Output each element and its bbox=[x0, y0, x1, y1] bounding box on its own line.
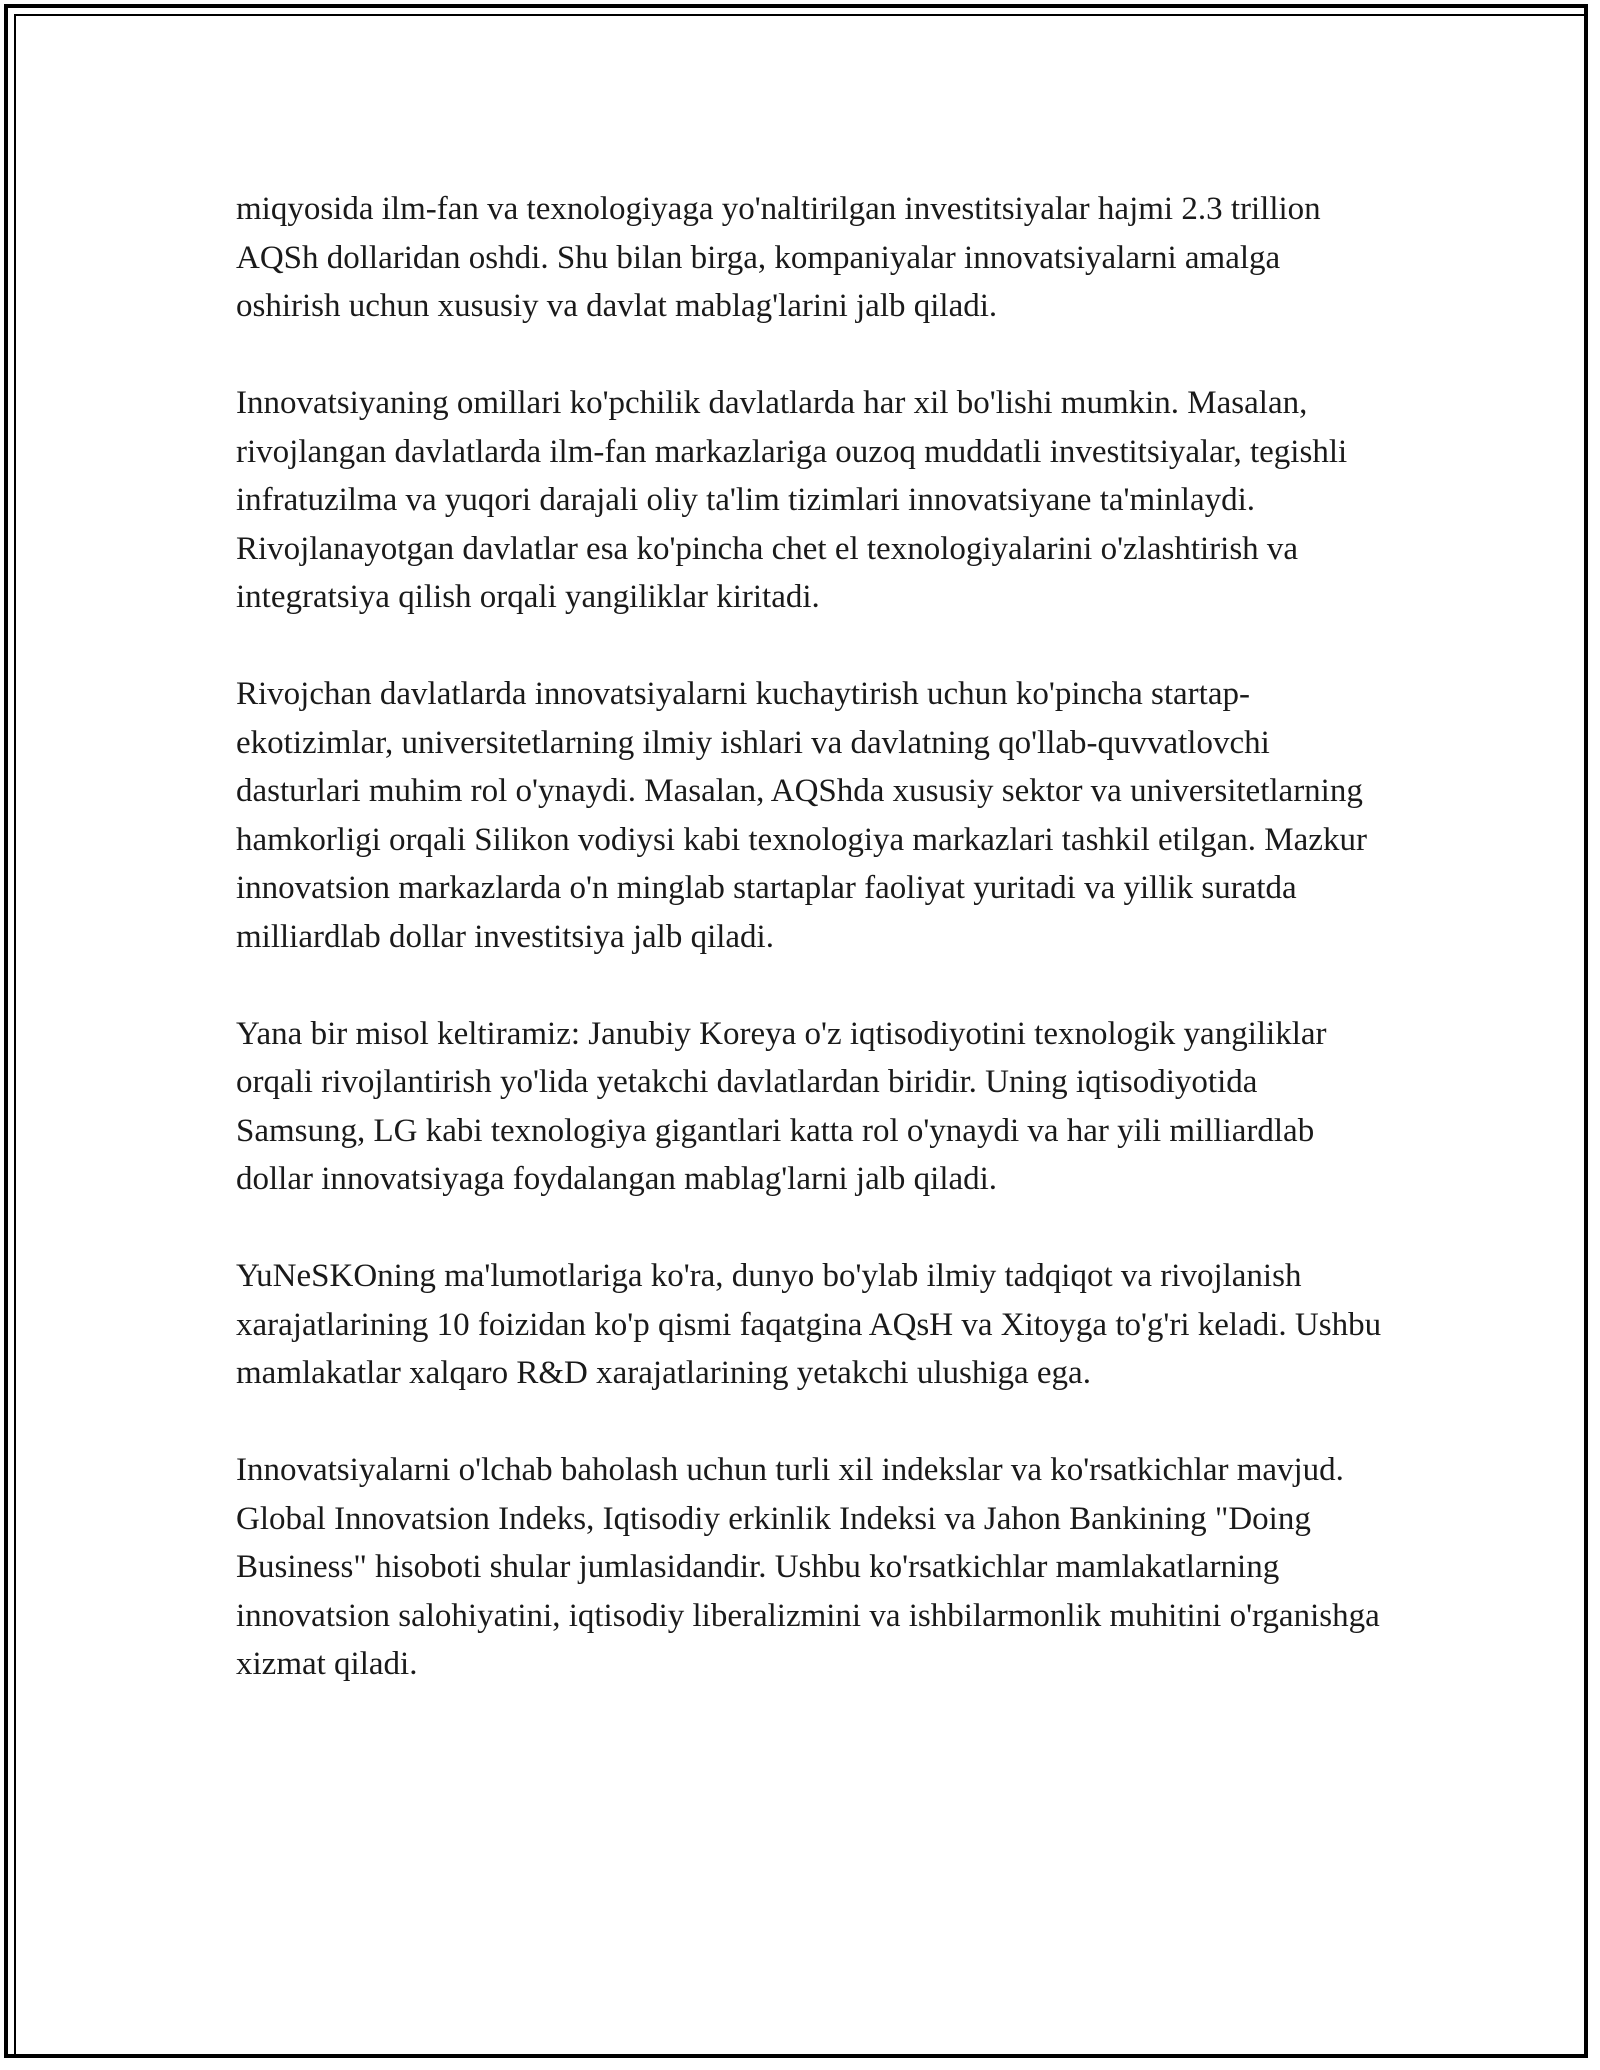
paragraph-unesco-data: YuNeSKOning ma'lumotlariga ko'ra, dunyo bo'ylab ilmiy tadqiqot va rivojlanish xarajatlarining 10 foizidan ko'p qismi faqatgina AQsH va Xitoyga to'g'ri keladi. Ushbu mamlakatlar xalqaro R&D xarajatlarining yetakchi ulushiga ega. bbox=[236, 1258, 1382, 1391]
document-body bbox=[236, 185, 1384, 1689]
paragraph-developed-countries: Rivojchan davlatlarda innovatsiyalarni kuchaytirish uchun ko'pincha startap-ekotizimlar, universitetlarning ilmiy ishlari va davlatning qo'llab-quvvatlovchi dasturlari muhim rol o'ynaydi. Masalan, AQShda xususiy sektor va universitetlarning hamkorligi orqali Silikon vodiysi kabi texnologiya markazlari tashkil etilgan. Mazkur innovatsion markazlarda o'n minglab startaplar faoliyat yuritadi va yillik suratda milliardlab dollar investitsiya jalb qiladi. bbox=[236, 676, 1367, 955]
paragraph-innovation-factors: Innovatsiyaning omillari ko'pchilik davlatlarda har xil bo'lishi mumkin. Masalan, rivojlangan davlatlarda ilm-fan markazlariga ouzoq muddatli investitsiyalar, tegishli infratuzilma va yuqori darajali oliy ta'lim tizimlari innovatsiyane ta'minlaydi. Rivojlanayotgan davlatlar esa ko'pincha chet el texnologiyalarini o'zlashtirish va integratsiya qilish orqali yangiliklar kiritadi. bbox=[236, 385, 1348, 615]
paragraph-innovation-indices: Innovatsiyalarni o'lchab baholash uchun turli xil indekslar va ko'rsatkichlar mavjud. Global Innovatsion Indeks, Iqtisodiy erkinlik Indeksi va Jahon Bankining "Doing Business" hisoboti shular jumlasidandir. Ushbu ko'rsatkichlar mamlakatlarning innovatsion salohiyatini, iqtisodiy liberalizmini va ishbilarmonlik muhitini o'rganishga xizmat qiladi. bbox=[236, 1452, 1380, 1682]
paragraph-south-korea: Yana bir misol keltiramiz: Janubiy Koreya o'z iqtisodiyotini texnologik yangiliklar orqali rivojlantirish yo'lida yetakchi davlatlardan biridir. Uning iqtisodiyotida Samsung, LG kabi texnologiya gigantlari katta rol o'ynaydi va har yili milliardlab dollar innovatsiyaga foydalangan mablag'larni jalb qiladi. bbox=[236, 1015, 1327, 1197]
paragraph-investment-volume: miqyosida ilm-fan va texnologiyaga yo'naltirilgan investitsiyalar hajmi 2.3 trillion AQSh dollaridan oshdi. Shu bilan birga, kompaniyalar innovatsiyalarni amalga oshirish uchun xususiy va davlat mablag'larini jalb qiladi. bbox=[236, 191, 1321, 324]
